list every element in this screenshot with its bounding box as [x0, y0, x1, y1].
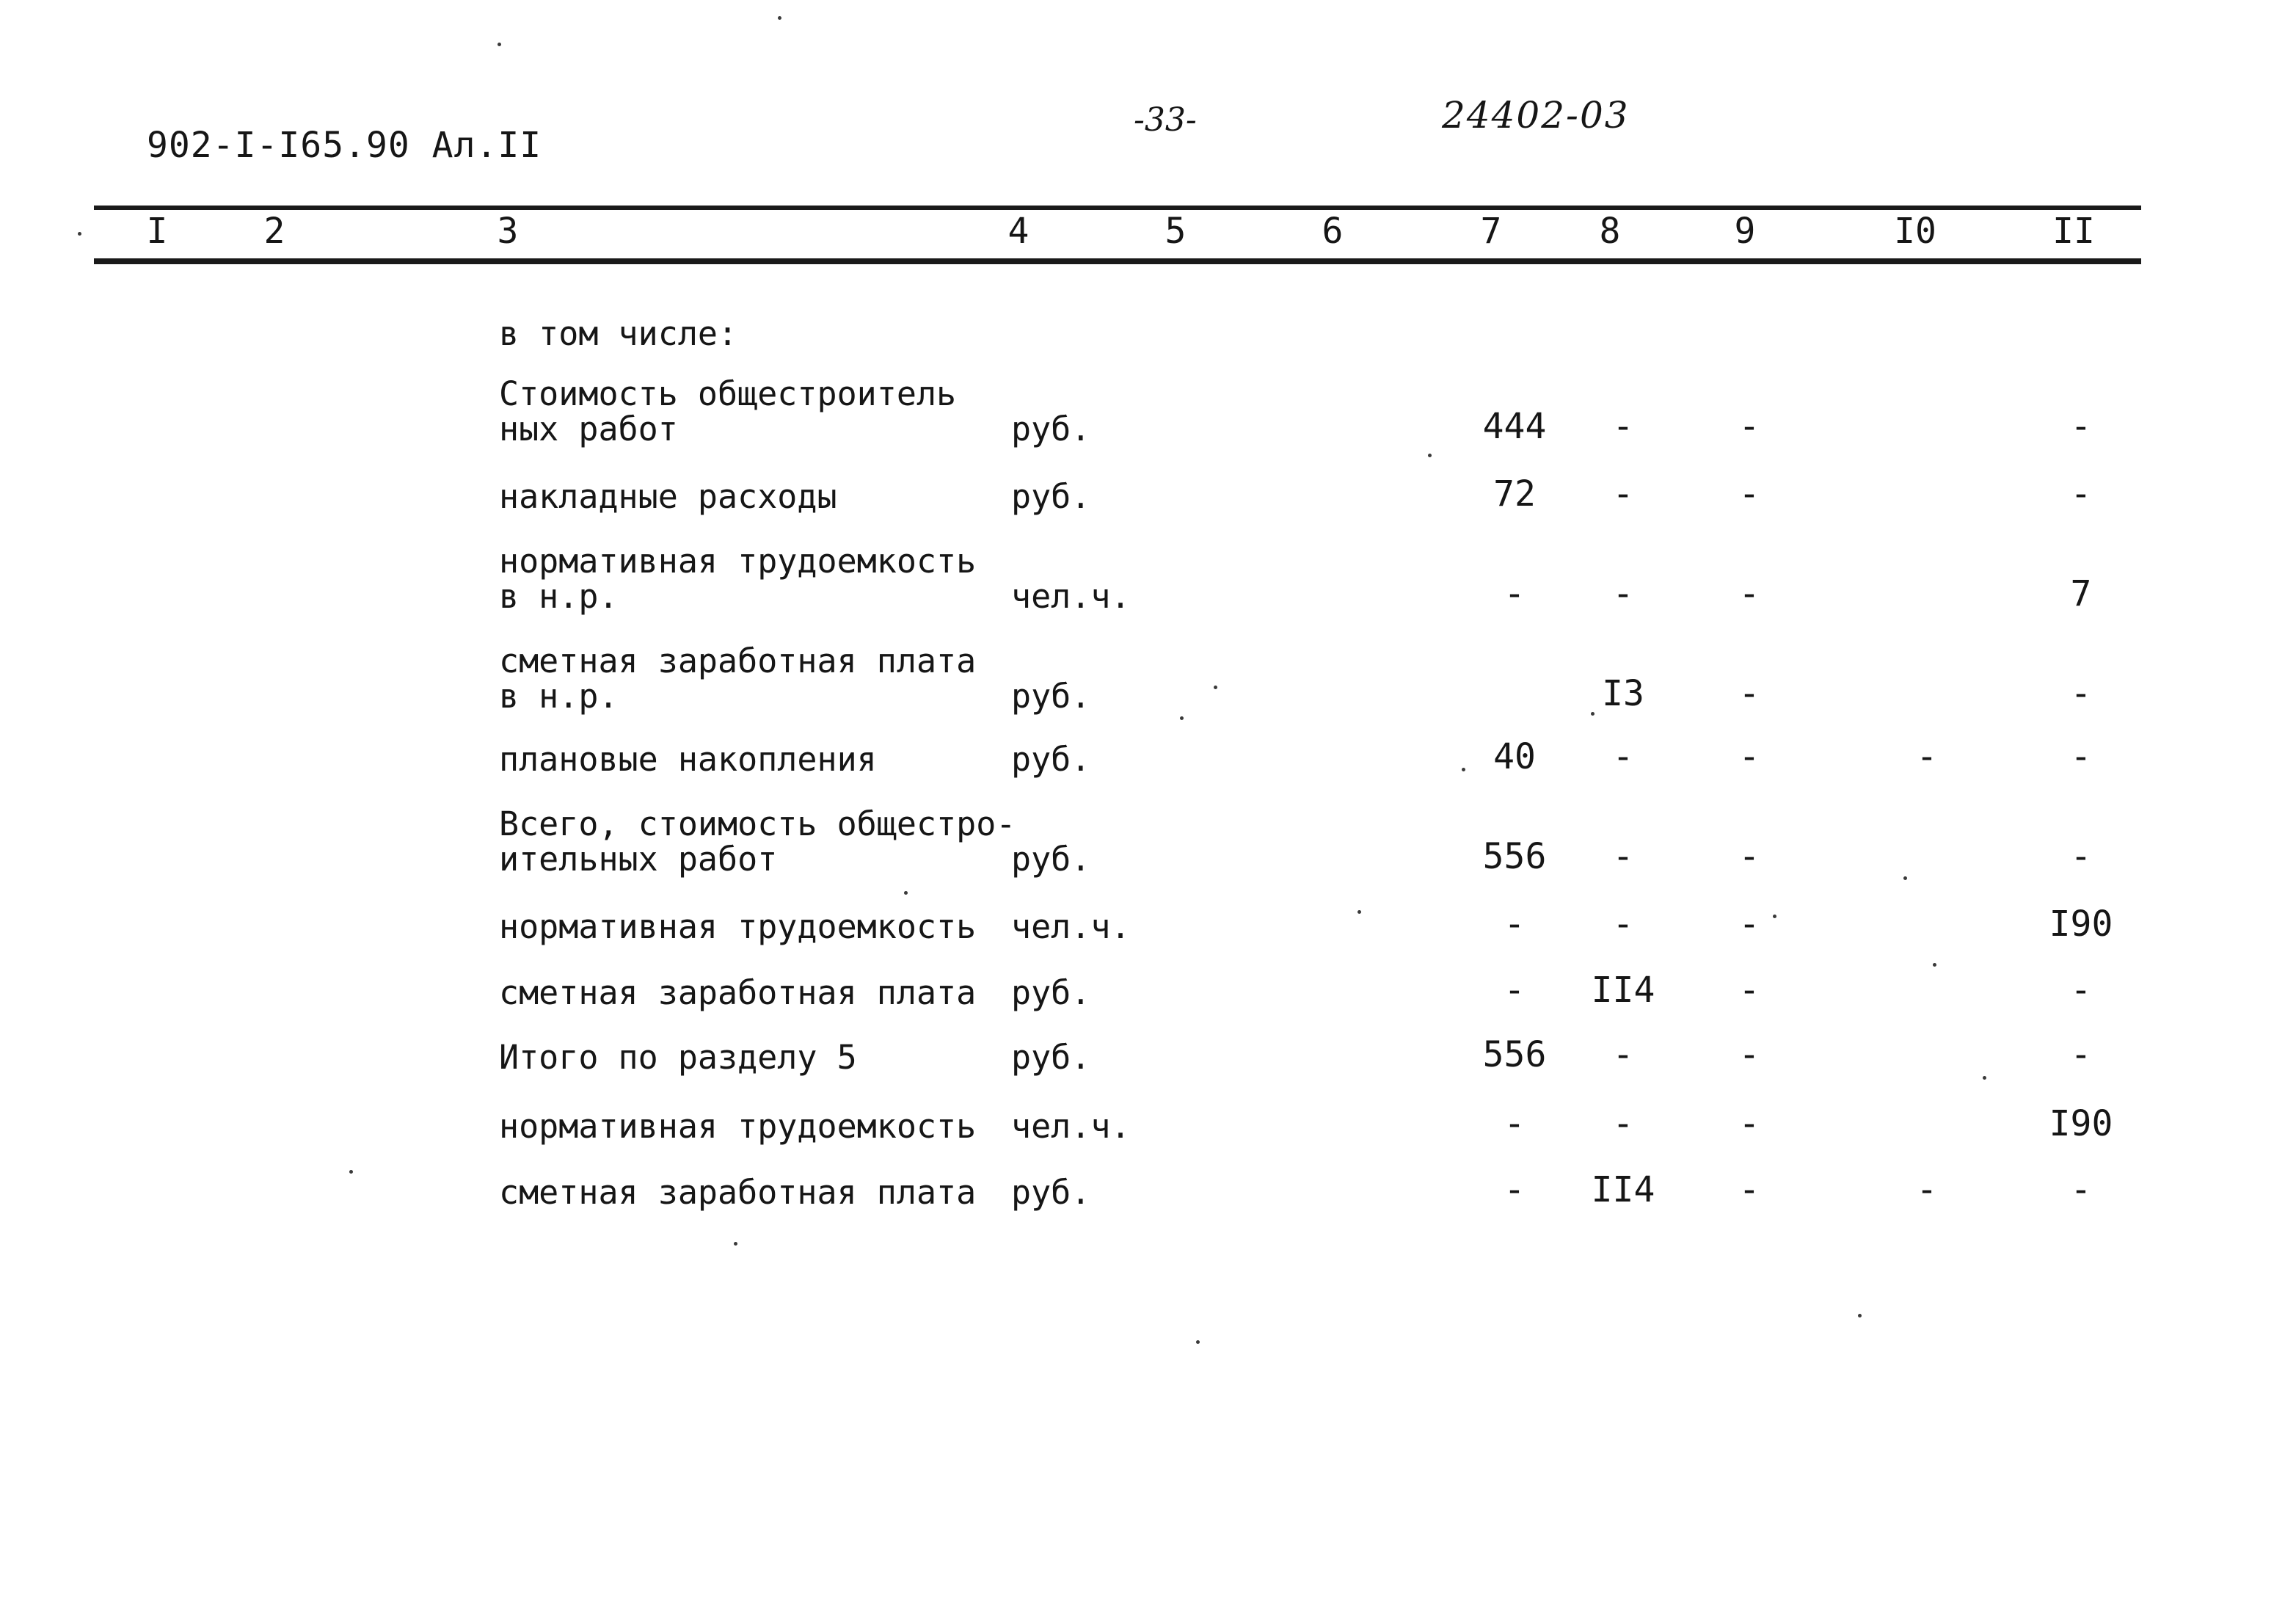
row-label-line2: ных работ [499, 410, 678, 448]
cell-col10: - [1916, 1169, 1938, 1210]
cell-col7: - [1504, 1169, 1526, 1210]
cell-col9: - [1738, 1169, 1760, 1210]
page-number: -33- [1134, 101, 1197, 139]
scan-speck [1983, 1076, 1986, 1080]
row-unit: руб. [1011, 1038, 1091, 1077]
column-number-5: 5 [1165, 211, 1187, 252]
table-top-rule [94, 206, 2141, 210]
column-number-9: 9 [1734, 211, 1756, 252]
section-intro: в том числе: [499, 314, 738, 353]
cell-col8: - [1612, 904, 1634, 945]
cell-col11: - [2070, 970, 2092, 1011]
scan-speck [349, 1170, 353, 1174]
column-number-2: 2 [263, 211, 285, 252]
cell-col11: - [2070, 673, 2092, 714]
scan-speck [1180, 716, 1184, 720]
row-unit: руб. [1011, 973, 1091, 1012]
cell-col11: - [2070, 1034, 2092, 1075]
row-label-line1: нормативная трудоемкость [499, 542, 977, 581]
row-unit: руб. [1011, 410, 1091, 448]
row-unit: руб. [1011, 1173, 1091, 1212]
scan-speck [1903, 876, 1907, 880]
row-unit: чел.ч. [1011, 577, 1131, 616]
cell-col9: - [1738, 573, 1760, 614]
column-number-4: 4 [1007, 211, 1029, 252]
cell-col9: - [1738, 836, 1760, 877]
scan-speck [1933, 963, 1936, 967]
row-unit: чел.ч. [1011, 1107, 1131, 1146]
cell-col10: - [1916, 736, 1938, 777]
table-header-bottom-rule [94, 258, 2141, 264]
scan-speck [1214, 686, 1217, 689]
cell-col7: - [1504, 970, 1526, 1011]
cell-col9: - [1738, 1034, 1760, 1075]
cell-col8: II4 [1591, 1169, 1655, 1210]
row-label-line2: ительных работ [499, 840, 778, 879]
cell-col8: - [1612, 473, 1634, 515]
column-number-7: 7 [1480, 211, 1502, 252]
cell-col7: - [1504, 573, 1526, 614]
cell-col9: - [1738, 736, 1760, 777]
cell-col8: - [1612, 1034, 1634, 1075]
cell-col9: - [1738, 406, 1760, 447]
row-label-line1: Стоимость общестроитель [499, 374, 957, 413]
scan-speck [778, 16, 781, 20]
cell-col7: - [1504, 904, 1526, 945]
row-label: сметная заработная плата [499, 1173, 977, 1212]
document-code: 902-I-I65.90 Ал.II [147, 125, 542, 166]
row-label-line2: в н.р. [499, 677, 619, 716]
cell-col8: - [1612, 836, 1634, 877]
cell-col7: - [1504, 1103, 1526, 1144]
row-label: нормативная трудоемкость [499, 1107, 977, 1146]
scan-speck [1428, 454, 1432, 457]
cell-col7: 556 [1482, 1034, 1547, 1075]
row-label-line1: Всего, стоимость общестро- [499, 804, 1016, 843]
cell-col11: - [2070, 736, 2092, 777]
scan-speck [734, 1242, 737, 1246]
row-label: накладные расходы [499, 477, 837, 516]
column-number-1: I [146, 211, 168, 252]
cell-col11: I90 [2049, 1103, 2113, 1144]
cell-col8: - [1612, 573, 1634, 614]
cell-col11: - [2070, 836, 2092, 877]
scan-speck [1357, 910, 1361, 914]
row-unit: руб. [1011, 477, 1091, 516]
cell-col7: 556 [1482, 836, 1547, 877]
scan-speck [1858, 1314, 1862, 1317]
scan-speck [1462, 768, 1465, 771]
scan-speck [1196, 1340, 1200, 1344]
cell-col11: - [2070, 473, 2092, 515]
cell-col7: 40 [1493, 736, 1536, 777]
scan-speck [904, 891, 908, 895]
row-label: Итого по разделу 5 [499, 1038, 857, 1077]
row-unit: руб. [1011, 840, 1091, 879]
row-label-line2: в н.р. [499, 577, 619, 616]
cell-col9: - [1738, 1103, 1760, 1144]
scan-speck [1773, 915, 1776, 918]
cell-col8: I3 [1602, 673, 1644, 714]
cell-col11: I90 [2049, 904, 2113, 945]
cell-col7: 444 [1482, 406, 1547, 447]
row-label: сметная заработная плата [499, 973, 977, 1012]
row-unit: руб. [1011, 677, 1091, 716]
cell-col8: - [1612, 406, 1634, 447]
row-label: нормативная трудоемкость [499, 907, 977, 946]
handwritten-stamp: 24402-03 [1442, 94, 1630, 137]
cell-col9: - [1738, 904, 1760, 945]
cell-col9: - [1738, 673, 1760, 714]
cell-col8: - [1612, 736, 1634, 777]
row-unit: руб. [1011, 740, 1091, 779]
column-number-11: II [2052, 211, 2095, 252]
row-label: плановые накопления [499, 740, 877, 779]
column-number-6: 6 [1322, 211, 1344, 252]
scan-speck [498, 43, 501, 46]
cell-col7: 72 [1493, 473, 1536, 515]
cell-col9: - [1738, 970, 1760, 1011]
cell-col11: 7 [2070, 573, 2092, 614]
column-number-10: I0 [1894, 211, 1936, 252]
cell-col8: II4 [1591, 970, 1655, 1011]
cell-col11: - [2070, 1169, 2092, 1210]
cell-col11: - [2070, 406, 2092, 447]
scan-speck [78, 232, 81, 236]
column-number-3: 3 [497, 211, 519, 252]
row-unit: чел.ч. [1011, 907, 1131, 946]
scan-speck [1591, 712, 1595, 716]
column-number-8: 8 [1599, 211, 1621, 252]
cell-col8: - [1612, 1103, 1634, 1144]
row-label-line1: сметная заработная плата [499, 641, 977, 680]
cell-col9: - [1738, 473, 1760, 515]
